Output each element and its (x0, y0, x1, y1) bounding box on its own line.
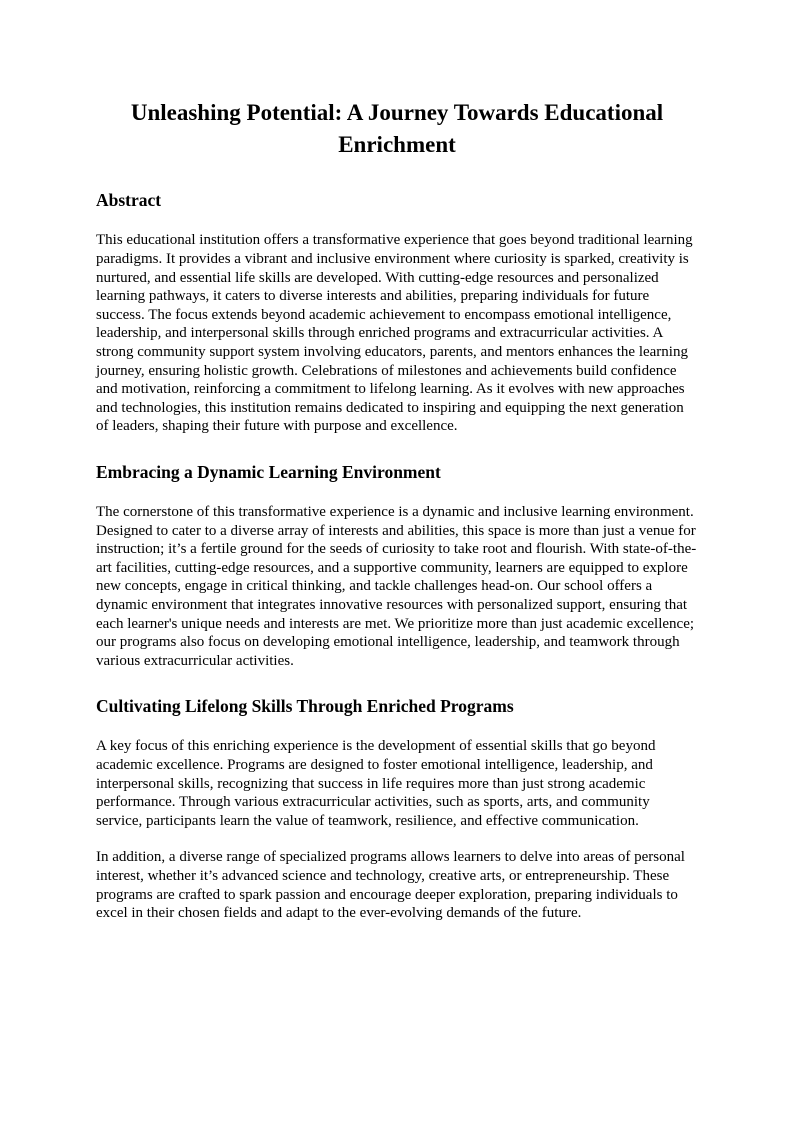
paragraph: The cornerstone of this transformative experience is a dynamic and inclusive learning environment. Designed to cater to a diverse array of interests and abilities, this space is more than just a venue for instruction; it’s a fertile ground for the seeds of curiosity to take root and flourish. With state-of-the-art facilities, cutting-edge resources, and a supportive community, learners are equipped to explore new concepts, engage in critical thinking, and tackle challenges head-on. Our school offers a dynamic environment that integrates innovative resources with personalized support, ensuring that each learner's unique needs and interests are met. We prioritize more than just academic excellence; our programs also focus on developing emotional intelligence, leadership, and teamwork through various extracurricular activities. (96, 504, 697, 669)
section-heading-dynamic-learning: Embracing a Dynamic Learning Environment (96, 462, 441, 482)
section-dynamic-learning (96, 462, 698, 670)
section-heading-lifelong-skills: Cultivating Lifelong Skills Through Enriched Programs (96, 696, 514, 717)
section-abstract (96, 190, 698, 436)
paragraph: This educational institution offers a transformative experience that goes beyond traditional learning paradigms. It provides a vibrant and inclusive environment where curiosity is sparked, creativity is nurtured, and essential life skills are developed. With cutting-edge resources and personalized learning pathways, it caters to diverse interests and abilities, preparing individuals for future success. The focus extends beyond academic achievement to encompass emotional intelligence, leadership, and interpersonal skills through enriched programs and extracurricular activities. A strong community support system involving educators, parents, and mentors enhances the learning journey, ensuring holistic growth. Celebrations of milestones and achievements build confidence and motivation, reinforcing a commitment to lifelong learning. As it evolves with new approaches and technologies, this institution remains dedicated to inspiring and equipping the next generation of leaders, shaping their future with purpose and excellence. (96, 232, 693, 435)
document-title: Unleashing Potential: A Journey Towards Educational Enrichment (130, 100, 664, 157)
section-heading-abstract: Abstract (96, 190, 162, 211)
section-lifelong-skills (96, 696, 698, 922)
paragraph: A key focus of this enriching experience is the development of essential skills that go beyond academic excellence. Programs are designed to foster emotional intelligence, leadership, and interpersonal skills, recognizing that success in life requires more than just strong academic performance. Through various extracurricular activities, such as sports, arts, and community service, participants learn the value of teamwork, resilience, and effective communication. (96, 738, 656, 829)
paragraph: In addition, a diverse range of specialized programs allows learners to delve into areas of personal interest, whether it’s advanced science and technology, creative arts, or entrepreneurship. These programs are crafted to spark passion and encourage deeper exploration, preparing individuals to excel in their chosen fields and adapt to the ever-evolving demands of the future. (96, 849, 685, 922)
